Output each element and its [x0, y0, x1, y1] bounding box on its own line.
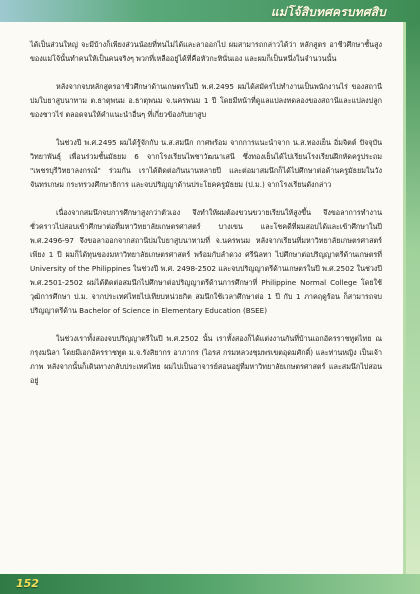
page-number: 152 — [16, 577, 39, 590]
body-text — [30, 38, 382, 388]
running-header-title: แม่โจ้สิบทศครบทศสิบ — [270, 5, 386, 19]
side-decorative-stripe — [406, 22, 420, 594]
paragraph-4: เนื่องจากสมนึกจบการศึกษาสูงกว่าตัวเอง จึงทำให้ผมต้องขวนขวายเรียนให้สูงขึ้น จึงขอลาการทำงานชั่วคราวไปสอบเข้าศึกษาต่อที่มหาวิทยาลัยเกษตรศาสตร์ บางเขน และโชคดีที่ผมสอบได้และเข้าศึกษาในปี พ.ศ.2496-97 จึงขอลาออกจากสถานีบ่มใบยาสูบนาทามที่ จ.นครพนม หลังจากเรียนที่มหาวิทยาลัยเกษตรศาสตร์ เพียง 1 ปี ผมก็ได้ทุนของมหาวิทยาลัยเกษตรศาสตร์ พร้อมกับลำดวง ศรีนิลทา ไปศึกษาต่อปริญญาตรีด้านเกษตรที่ University of the Philippines ในช่วงปี พ.ศ. 2498-2502 และจบปริญญาตรีด้านเกษตรในปี พ.ศ.2502 ในช่วงปี พ.ศ.2501-2502 ผมได้ติดต่อสมนึกไปศึกษาต่อปริญญาตรีด้านการศึกษาที่ Philippine Normal College โดยใช้วุฒิการศึกษา ป.ม. จากประเทศไทยไปเทียบหน่วยกิต สมนึกใช้เวลาศึกษาต่อ 1 ปี กับ 1 ภาคฤดูร้อน ก็สามารถจบปริญญาตรีด้าน Bachelor of Science in Elementary Education (BSEE) — [30, 208, 382, 315]
paragraph-1: ได้เป็นส่วนใหญ่ จะมีบ้างก็เพียงส่วนน้อยที่ทนไม่ได้และลาออกไป ผมสามารถกล่าวได้ว่า หลักสูตร อาชีวศึกษาชั้นสูงของแม่โจ้นั้นทำคนให้เป็นคนจริงๆ พวกที่เหลืออยู่ได้ที่คือหัวกะทินั่นเอง และผมก็เป็นหนึ่งในจำนวนนั้น — [30, 40, 382, 63]
paragraph-5: ในช่วงเราทั้งสองจบปริญญาตรีในปี พ.ศ.2502 นั้น เราทั้งสองก็ได้แต่งงานกันที่บ้านเอกอัครราชทูตไทย ณ กรุงมนิลา โดยมีเอกอัครราชทูต ม.จ.รังสิยากร อาภากร (ไอรส กรมหลวงชุมพรเขตอุดมศักดิ์) และท่านหญิง เป็นเจ้าภาพ หลังจากนั้นก็เดินทางกลับประเทศไทย ผมไปเป็นอาจารย์สอนอยู่ที่มหาวิทยาลัยเกษตรศาสตร์ และสมนึกไปสอนอยู่ — [30, 334, 382, 385]
footer-band — [0, 574, 420, 594]
header-band — [0, 0, 420, 22]
paragraph-2: หลังจากจบหลักสูตรอาชีวศึกษาด้านเกษตรในปี พ.ศ.2495 ผมได้สมัครไปทำงานเป็นพนักงานไร่ ของสถานีบ่มใบยาสูบนาทาม ต.ธาตุพนม อ.ธาตุพนม จ.นครพนม 1 ปี โดยมีหน้าที่ดูแลแปลงทดลองของสถานีและแปลงปลูกของชาวไร่ ตลอดจนให้คำแนะนำอื่นๆ ที่เกี่ยวข้องกับยาสูบ — [30, 82, 382, 119]
paragraph-3: ในช่วงปี พ.ศ.2495 ผมได้รู้จักกับ น.ส.สมนึก กาศพร้อม จากการแนะนำจาก น.ส.ทองเย็น อิ่มจิตต์ ปัจจุบันวิทยาพันธุ์ เพื่อนร่วมชั้นมัธยม 6 จากโรงเรียนไพชาวัฒนาเสนี ซึ่งทองเย็นได้ไปเรียนโรงเรียนฝึกหัดครูประถม "เพชรบุรีวิทยาลงกรณ์" ร่วมกัน เราได้ติดต่อกันนานหลายปี และต่อมาสมนึกก็ได้ไปศึกษาต่อด้านครูมัธยมในวังจันทรเกษม กระทรวงศึกษาธิการ และจบปริญญาด้านประโยคครูมัธยม (ป.ม.) จากโรงเรียนดังกล่าว — [30, 138, 382, 189]
